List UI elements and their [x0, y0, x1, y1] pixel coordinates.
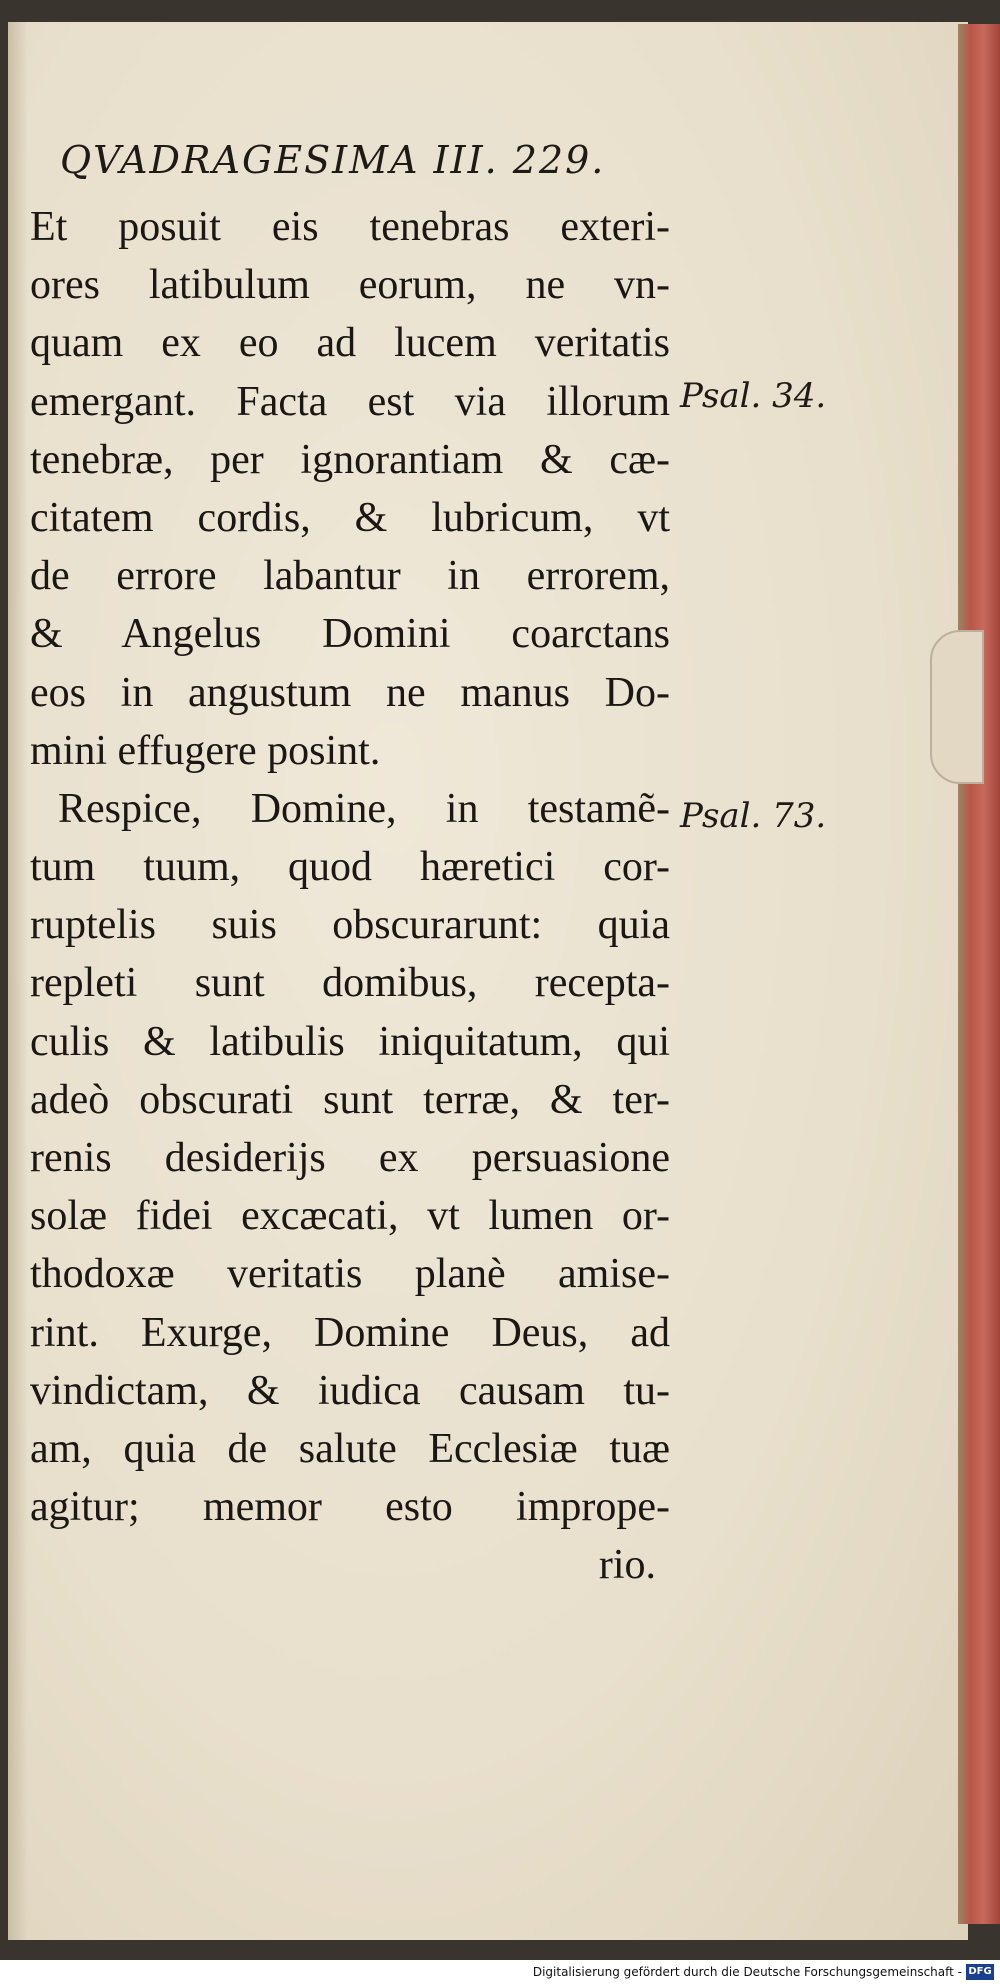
text-line: solæ fidei excæcati, vt lumen or- — [30, 1193, 670, 1240]
footer-credit-bar — [0, 1960, 1000, 1988]
text-line: culis & latibulis iniquitatum, qui — [30, 1018, 670, 1065]
text-line: am, quia de salute Ecclesiæ tuæ — [30, 1425, 670, 1472]
text-line: agitur; memor esto imprope- — [30, 1484, 670, 1531]
running-head: QVADRAGESIMA III. 229. — [60, 138, 606, 182]
text-line: rint. Exurge, Domine Deus, ad — [30, 1309, 670, 1356]
text-line: tum tuum, quod hæretici cor- — [30, 844, 670, 891]
text-line: mini effugere posint. — [30, 727, 381, 774]
text-line: citatem cordis, & lubricum, vt — [30, 494, 670, 541]
text-line: repleti sunt domibus, recepta- — [30, 960, 670, 1007]
body-text — [30, 198, 670, 1595]
text-line: renis desiderijs ex persuasione — [30, 1135, 670, 1181]
margin-note-psalm-34: Psal. 34. — [680, 376, 827, 416]
text-line: eos in angustum ne manus Do- — [30, 669, 670, 716]
red-page-edge — [958, 24, 1000, 1924]
text-line: thodoxæ veritatis planè amise- — [30, 1251, 670, 1298]
margin-note-psalm-73: Psal. 73. — [680, 796, 827, 836]
text-line: vindictam, & iudica causam tu- — [30, 1367, 670, 1414]
catchword: rio. — [598, 1542, 656, 1589]
text-line: de errore labantur in errorem, — [30, 553, 670, 600]
text-line: emergant. Facta est via illorum — [30, 378, 670, 425]
text-line: & Angelus Domini coarctans — [30, 611, 670, 658]
dfg-logo: DFG — [966, 1964, 994, 1980]
text-line: quam ex eo ad lucem veritatis — [30, 320, 670, 367]
page-gutter — [8, 22, 28, 1940]
text-line: tenebræ, per ignorantiam & cæ- — [30, 436, 670, 483]
text-line: ruptelis suis obscurarunt: quia — [30, 902, 670, 949]
page-tab-marker — [930, 630, 984, 784]
footer-credit: Digitalisierung gefördert durch die Deutsche Forschungsgemeinschaft - — [532, 1965, 962, 1979]
text-line: Respice, Domine, in testamẽ- — [58, 785, 670, 832]
text-line: Et posuit eis tenebras exteri- — [30, 204, 670, 250]
text-line: ores latibulum eorum, ne vn- — [30, 262, 670, 309]
text-line: adeò obscurati sunt terræ, & ter- — [30, 1076, 670, 1123]
